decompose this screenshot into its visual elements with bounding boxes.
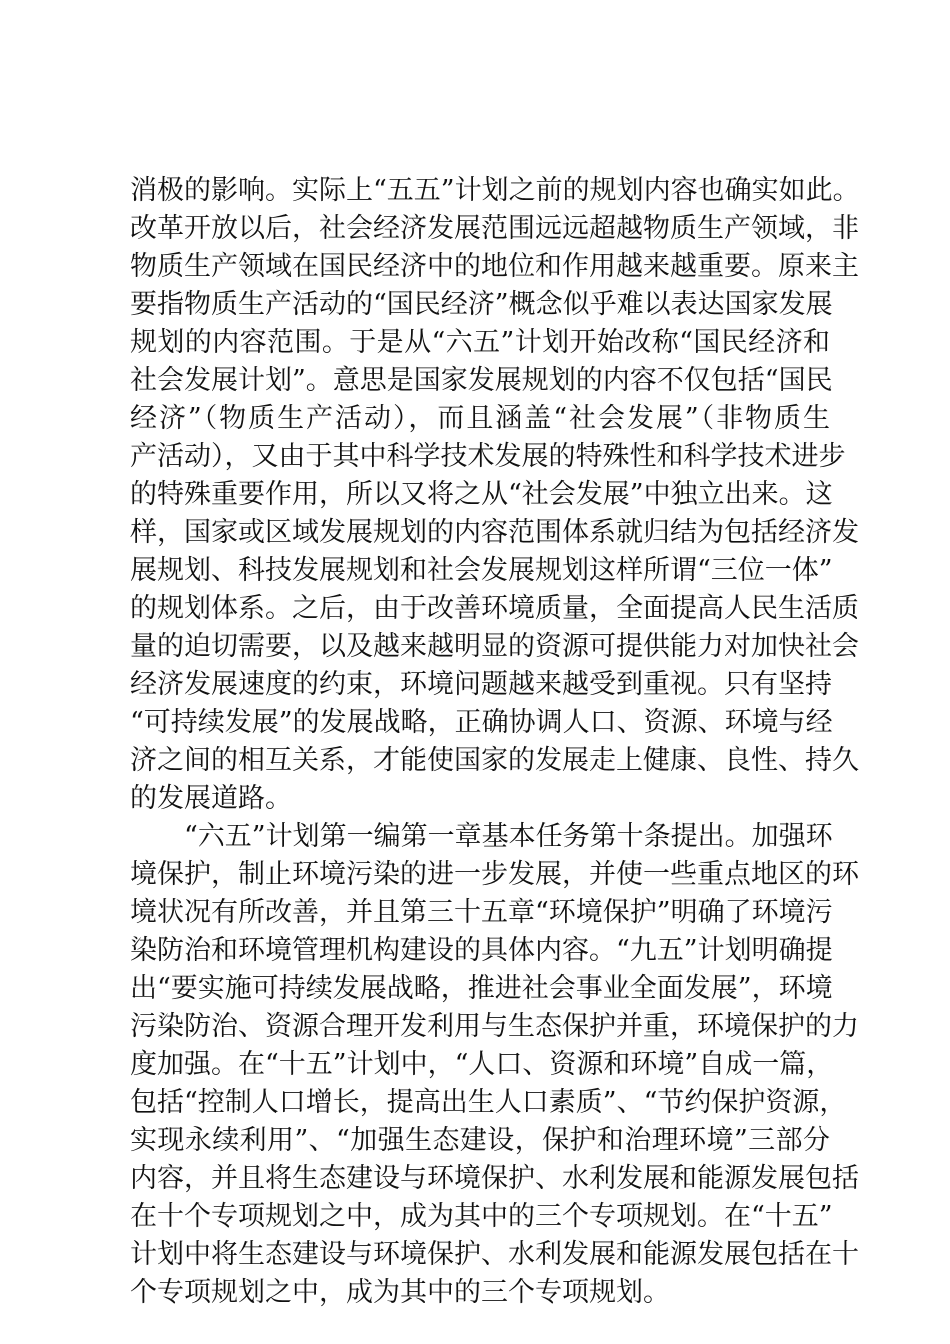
text-line: 经济”（物质生产活动），而且涵盖“社会发展”（非物质生 [130, 403, 830, 434]
text-line: 在十个专项规划之中，成为其中的三个专项规划。在“十五” [130, 1201, 833, 1232]
text-line: 要指物质生产活动的“国民经济”概念似乎难以表达国家发展 [130, 289, 833, 320]
text-line: 度加强。在“十五”计划中，“人口、资源和环境”自成一篇， [130, 1049, 834, 1080]
text-line: 个专项规划之中，成为其中的三个专项规划。 [130, 1277, 670, 1308]
text-line: 消极的影响。实际上“五五”计划之前的规划内容也确实如此。 [130, 175, 860, 206]
text-line: 量的迫切需要，以及越来越明显的资源可提供能力对加快社会 [130, 631, 859, 662]
text-line: 的规划体系。之后，由于改善环境质量，全面提高人民生活质 [130, 593, 859, 624]
text-line: 实现永续利用”、“加强生态建设，保护和治理环境”三部分 [130, 1125, 830, 1156]
text-line: 境状况有所改善，并且第三十五章“环境保护”明确了环境污 [130, 897, 833, 928]
text-line: 社会发展计划”。意思是国家发展规划的内容不仅包括“国民 [130, 365, 833, 396]
text-line: 改革开放以后，社会经济发展范围远远超越物质生产领域，非 [130, 213, 859, 244]
text-line: 济之间的相互关系，才能使国家的发展走上健康、良性、持久 [130, 745, 859, 776]
text-line: “六五”计划第一编第一章基本任务第十条提出。加强环 [130, 821, 833, 852]
text-line: 染防治和环境管理机构建设的具体内容。“九五”计划明确提 [130, 935, 833, 966]
text-line: 规划的内容范围。于是从“六五”计划开始改称“国民经济和 [130, 327, 830, 358]
text-line: 包括“控制人口增长，提高出生人口素质”、“节约保护资源， [130, 1087, 847, 1118]
text-line: 物质生产领域在国民经济中的地位和作用越来越重要。原来主 [130, 251, 859, 282]
text-line: 的发展道路。 [130, 783, 292, 814]
text-line: 展规划、科技发展规划和社会发展规划这样所谓“三位一体” [130, 555, 833, 586]
text-line: 出“要实施可持续发展战略，推进社会事业全面发展”，环境 [130, 973, 833, 1004]
text-line: 经济发展速度的约束，环境问题越来越受到重视。只有坚持 [130, 669, 832, 700]
text-line: “可持续发展”的发展战略，正确协调人口、资源、环境与经 [130, 707, 833, 738]
text-line: 产活动），又由于其中科学技术发展的特殊性和科学技术进步 [130, 441, 846, 472]
text-line: 计划中将生态建设与环境保护、水利发展和能源发展包括在十 [130, 1239, 859, 1270]
text-line: 污染防治、资源合理开发利用与生态保护并重，环境保护的力 [130, 1011, 859, 1042]
text-line: 内容，并且将生态建设与环境保护、水利发展和能源发展包括 [130, 1163, 859, 1194]
text-line: 的特殊重要作用，所以又将之从“社会发展”中独立出来。这 [130, 479, 833, 510]
text-line: 境保护，制止环境污染的进一步发展，并使一些重点地区的环 [130, 859, 859, 890]
text-line: 样，国家或区域发展规划的内容范围体系就归结为包括经济发 [130, 517, 859, 548]
